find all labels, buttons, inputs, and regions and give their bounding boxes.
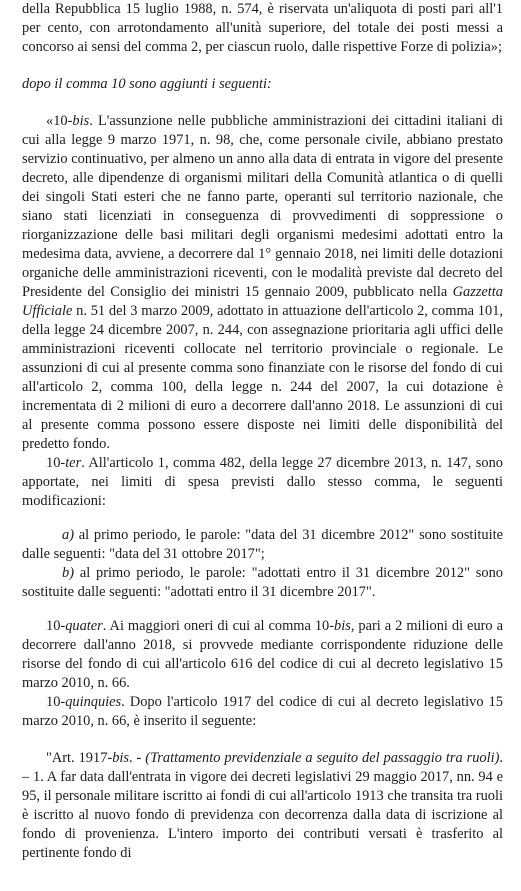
document-page — [22, 0, 503, 863]
paragraph-art-1917-bis: "Art. 1917-bis. - (Trattamento previdenziale a seguito del passaggio tra ruoli). – 1. A far data dall'entrata in vigore dei decreti legislativi 29 maggio 2017, nn. 94 e 95, il personale militare iscritto ai fondi di cui all'articolo 1913 che transita tra ruoli è iscritto al nuovo fondo di previdenza con decorrenza dalla data di iscrizione al fondo di provenienza. L'intero importo dei contributi versati è trasferito al pertinente fondo di — [22, 750, 503, 861]
paragraph-comma-10-ter: 10-ter. All'articolo 1, comma 482, della legge 27 dicembre 2013, n. 147, sono apportate, nei limiti di spesa previsti dallo stesso comma, le seguenti modificazioni: — [22, 455, 503, 509]
paragraph-comma-10-quinquies: 10-quinquies. Dopo l'articolo 1917 del codice di cui al decreto legislativo 15 marzo 2010, n. 66, è inserito il seguente: — [22, 694, 503, 729]
paragraph-comma-10-quater: 10-quater. Ai maggiori oneri di cui al comma 10-bis, pari a 2 milioni di euro a decorrere dall'anno 2018, si provvede mediante corrispondente riduzione delle risorse del fondo di cui all'articolo 616 del codice di cui al decreto legislativo 15 marzo 2010, n. 66. — [22, 618, 503, 691]
paragraph-continuation: della Repubblica 15 luglio 1988, n. 574, è riservata un'aliquota di posti pari all'1 per cento, con arrotondamento all'unità superiore, del totale dei posti messi a concorso ai sensi del comma 2, per ciascun ruolo, dalle rispettive Forze di polizia»; — [22, 1, 503, 55]
paragraph-comma-10-bis: «10-bis. L'assunzione nelle pubbliche amministrazioni dei cittadini italiani di cui alla legge 9 marzo 1971, n. 98, che, come personale civile, abbiano prestato servizio continuativo, per almeno un anno alla data di entrata in vigore del presente decreto, alle dipendenze di organismi militari della Comunità atlantica o di quelli dei singoli Stati esteri che ne fanno parte, operanti sul territorio nazionale, che siano stati licenziati in conseguenza di provvedimenti di soppressione o riorganizzazione delle basi militari degli organismi medesimi adottati entro la medesima data, avviene, a decorrere dal 1° gennaio 2018, nei limiti delle dotazioni organiche delle amministrazioni riceventi, con le modalità previste dal decreto del Presidente del Consiglio dei ministri 15 gennaio 2009, pubblicato nella Gazzetta Ufficiale n. 51 del 3 marzo 2009, adottato in attuazione dell'articolo 2, comma 101, della legge 24 dicembre 2007, n. 244, con assegnazione prioritaria agli uffici delle amministrazioni riceventi collocate nel territorio provinciale o regionale. Le assunzioni di cui al presente comma sono finanziate con le risorse del fondo di cui all'articolo 2, comma 100, della legge n. 244 del 2007, la cui dotazione è incrementata di 2 milioni di euro a decorrere dall'anno 2018. Le assunzioni di cui al presente comma possono essere disposte nei limiti delle disponibilità del predetto fondo. — [22, 113, 503, 452]
paragraph-letter-b: b) al primo periodo, le parole: "adottati entro il 31 dicembre 2012" sono sostituite dalle seguenti: "adottati entro il 31 dicembre 2017". — [22, 565, 503, 600]
paragraph-letter-a: a) al primo periodo, le parole: "data del 31 dicembre 2012" sono sostituite dalle seguenti: "data del 31 ottobre 2017"; — [22, 527, 503, 562]
paragraph-amendment-intro: dopo il comma 10 sono aggiunti i seguenti: — [22, 76, 272, 92]
